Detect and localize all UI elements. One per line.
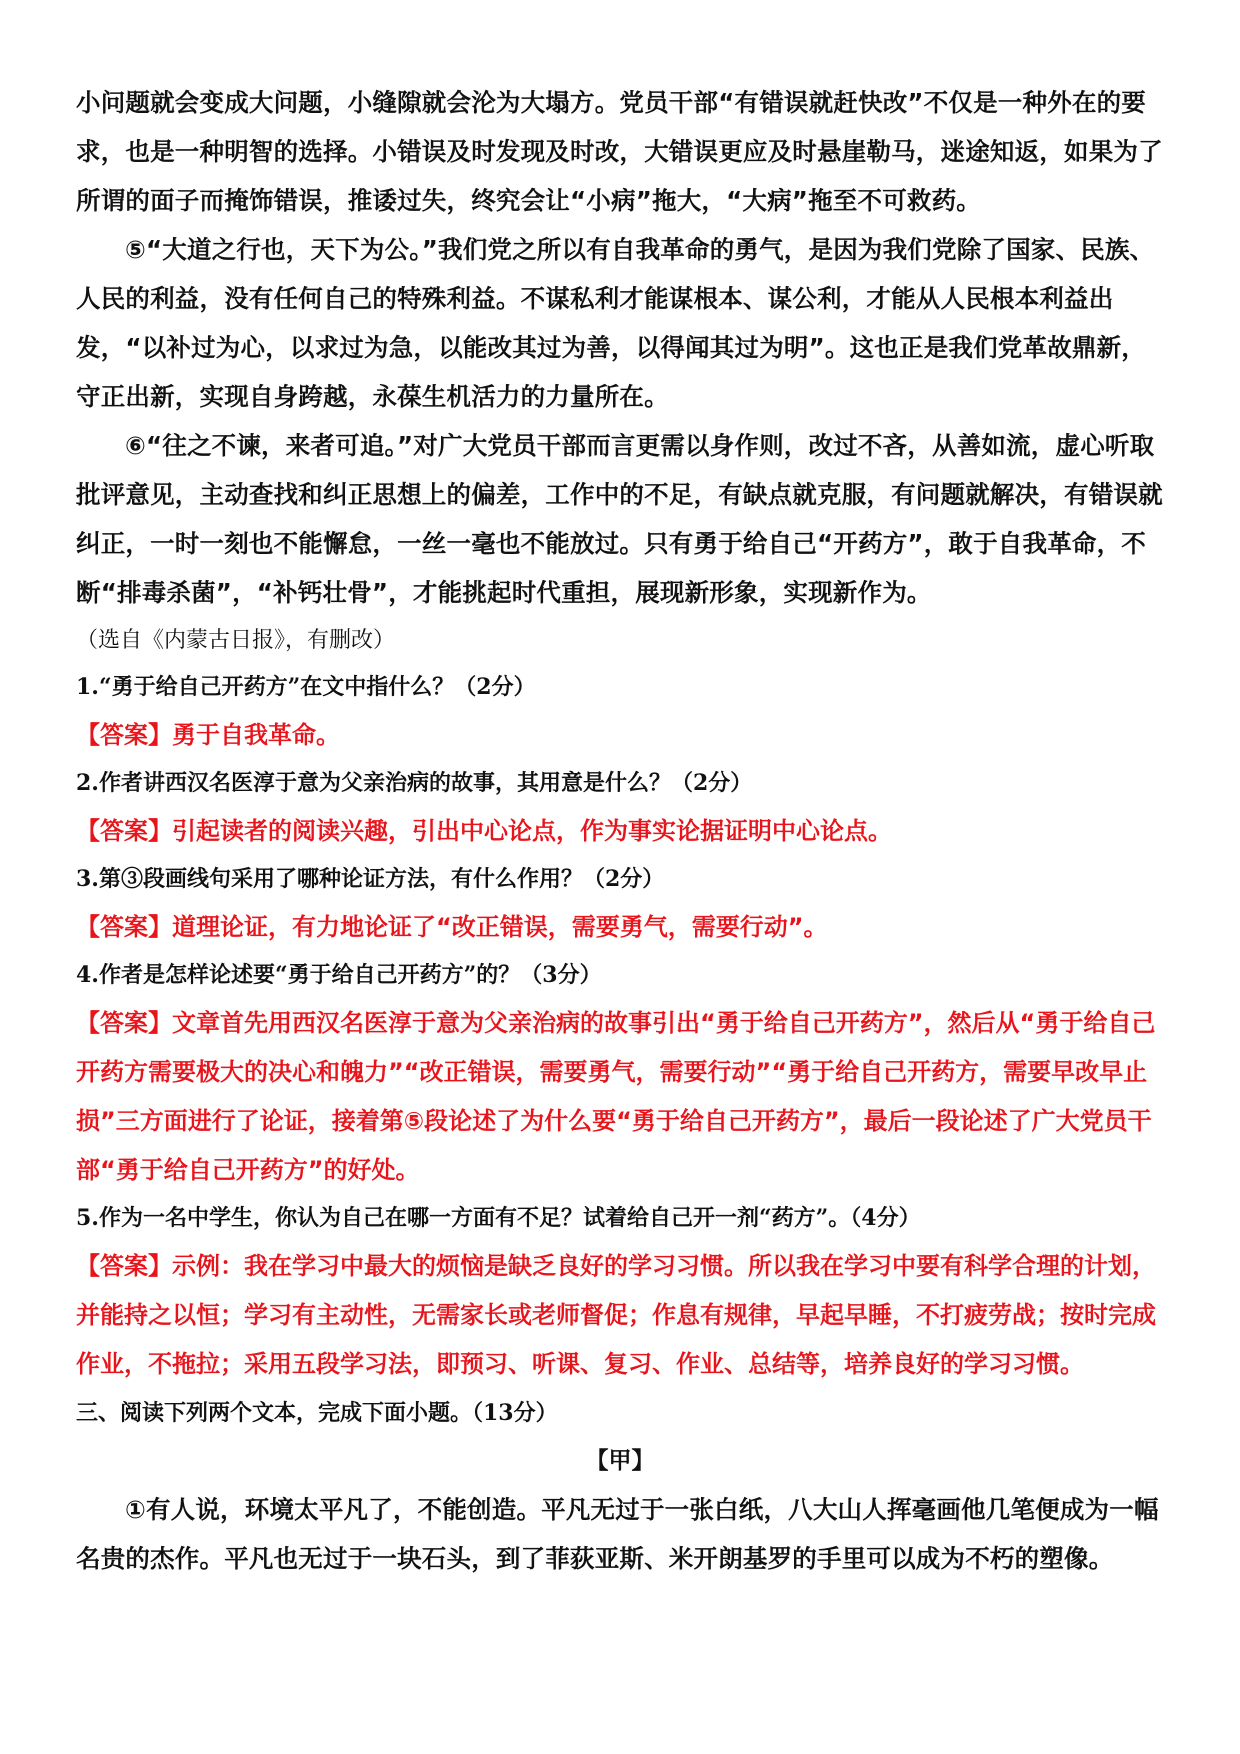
paragraph-continued: 小问题就会变成大问题，小缝隙就会沦为大塌方。党员干部“有错误就赶快改”不仅是一种外在的要求，也是一种明智的选择。小错误及时发现及时改，大错误更应及时悬崖勒马，迷途知返，如果为了所谓的面子而掩饰错误，推诿过失，终究会让“小病”拖大，“大病”拖至不可救药。 bbox=[76, 88, 1163, 215]
text-a-passage bbox=[76, 1485, 1164, 1583]
passage bbox=[76, 78, 1164, 617]
answer-4: 【答案】文章首先用西汉名医淳于意为父亲治病的故事引出“勇于给自己开药方”，然后从“勇于给自己开药方需要极大的决心和魄力”“改正错误，需要勇气，需要行动”“勇于给自己开药方，需要早改早止损”三方面进行了论证，接着第⑤段论述了为什么要“勇于给自己开药方”，最后一段论述了广大党员干部“勇于给自己开药方”的好处。 bbox=[76, 1009, 1156, 1184]
question-list bbox=[76, 664, 1164, 1389]
source-note: （选自《内蒙古日报》，有删改） bbox=[76, 628, 396, 653]
answer-3: 【答案】道理论证，有力地论证了“改正错误，需要勇气，需要行动”。 bbox=[76, 913, 828, 941]
text-a-paragraph-1: ①有人说，环境太平凡了，不能创造。平凡无过于一张白纸，八大山人挥毫画他几笔便成为一幅名贵的杰作。平凡也无过于一块石头，到了菲荻亚斯、米开朗基罗的手里可以成为不朽的塑像。 bbox=[76, 1495, 1159, 1573]
paragraph-5: ⑤“大道之行也，天下为公。”我们党之所以有自我革命的勇气，是因为我们党除了国家、民族、人民的利益，没有任何自己的特殊利益。不谋私利才能谋根本、谋公利，才能从人民根本利益出发，“以补过为心，以求过为急，以能改其过为善，以得闻其过为明”。这也正是我们党革故鼎新，守正出新，实现自身跨越，永葆生机活力的力量所在。 bbox=[76, 235, 1155, 411]
section-heading: 三、阅读下列两个文本，完成下面小题。（13分） bbox=[76, 1400, 558, 1426]
question-5: 5.作为一名中学生，你认为自己在哪一方面有不足？试着给自己开一剂“药方”。（4分） bbox=[76, 1205, 921, 1231]
question-2: 2.作者讲西汉名医淳于意为父亲治病的故事，其用意是什么？（2分） bbox=[76, 770, 753, 796]
answer-2: 【答案】引起读者的阅读兴趣，引出中心论点，作为事实论据证明中心论点。 bbox=[76, 817, 892, 845]
answer-5: 【答案】示例：我在学习中最大的烦恼是缺乏良好的学习习惯。所以我在学习中要有科学合理的计划，并能持之以恒；学习有主动性，无需家长或老师督促；作息有规律，早起早睡，不打疲劳战；按时完成作业，不拖拉；采用五段学习法，即预习、听课、复习、作业、总结等，培养良好的学习习惯。 bbox=[76, 1252, 1156, 1378]
question-4: 4.作者是怎样论述要“勇于给自己开药方”的？（3分） bbox=[76, 962, 602, 988]
question-1: 1.“勇于给自己开药方”在文中指什么？（2分） bbox=[76, 674, 536, 700]
answer-1: 【答案】勇于自我革命。 bbox=[76, 721, 340, 749]
paragraph-6: ⑥“往之不谏，来者可追。”对广大党员干部而言更需以身作则，改过不吝，从善如流，虚心听取批评意见，主动查找和纠正思想上的偏差，工作中的不足，有缺点就克服，有问题就解决，有错误就纠正，一时一刻也不能懈怠，一丝一毫也不能放过。只有勇于给自己“开药方”，敢于自我革命，不断“排毒杀菌”，“补钙壮骨”，才能挑起时代重担，展现新形象，实现新作为。 bbox=[76, 431, 1163, 607]
text-a-heading: 【甲】 bbox=[585, 1448, 655, 1474]
question-3: 3.第③段画线句采用了哪种论证方法，有什么作用？（2分） bbox=[76, 866, 665, 892]
